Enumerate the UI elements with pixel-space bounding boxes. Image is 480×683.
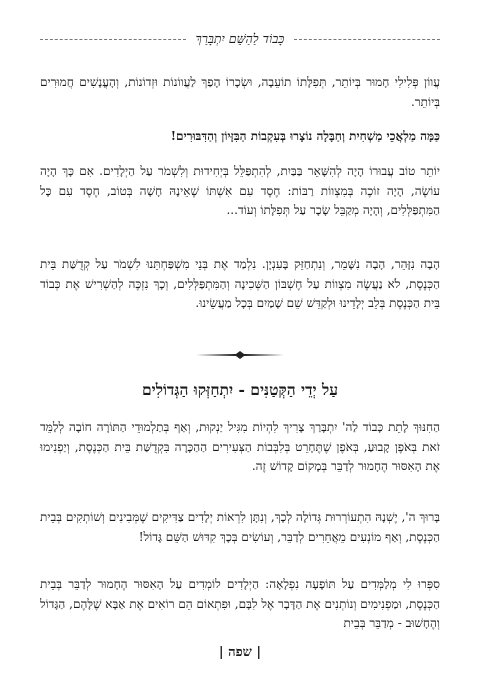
paragraph-block-1 xyxy=(40,73,440,112)
header-dashed-rule-left xyxy=(40,39,186,40)
section-paragraph-block-3 xyxy=(40,575,440,634)
page-number: | שפה | xyxy=(218,645,262,660)
paragraph-block-2 xyxy=(40,127,440,147)
header-dashed-rule-right xyxy=(294,39,440,40)
paragraph: עֲווֹן פְּלִילִי חָמוּר בְּיוֹתֵר, תְּפִלָּתוֹ תוֹעֵבָה, וּשְׂכָרוֹ הָפַךְ לַעֲווֹנוֹת וּזְדוֹנוֹת, וְהָעֳנָשִׁים חֲמוּרִים בְּיוֹתֵר. xyxy=(40,75,440,109)
paragraph: יוֹתֵר טוֹב עֲבוּרוֹ הָיָה לְהִשָּׁאֵר בַּבַּיִת, לְהִתְפַּלֵּל בְּיְחִידוּת וְלִשְׁמֹר עַל הַיְלָדִים. אִם כָּךְ הָיָה עוֹשֶׂה, הָיָה זוֹכֶה בְּמִצְווֹת רַבּוֹת: חֶסֶד עִם אִשְׁתּוֹ שֶׁאֵינָהּ חָשָׁה בְּטוֹב, חֶסֶד עִם כָּל הַמִּתְפַּלְּלִים, וְהָיָה מְקַבֵּל שָׂכָר עַל תְּפִלָּתוֹ וְעוֹד... xyxy=(40,164,440,218)
paragraph: הַחִנּוּךְ לָתֵת כָּבוֹד לַה' יִתְבָּרַךְ צָרִיךְ לִהְיוֹת מִגִּיל יַנְקוּת, וְאַף בְּתַלְמוּדֵי הַתּוֹרָה חוֹבָה לְלַמֵּד זֹאת בְּאֹפֶן קָבוּעַ, בְּאֹפֶן שֶׁתֶּחָרֵט בְּלִבְּבוֹת הַצְּעִירִים הַהַכָּרָה בִּקְדֻשַּׁת בֵּית הַכְּנֶסֶת, וְיַפְנִימוּ אֶת הָאִסּוּר הֶחָמוּר לְדַבֵּר בְּמָקוֹם קָדוֹשׁ זֶה. xyxy=(40,420,440,474)
paragraph: סִפְּרוּ לִי מְלַמְּדִים עַל תּוֹפָעָה נִפְלָאָה: הַיְלָדִים לוֹמְדִים עַל הָאִסּוּר הֶחָמוּר לְדַבֵּר בְּבֵית הַכְּנֶסֶת, וּמַפְנִימִים וְנוֹתְנִים אֶת הַדָּבָר אֶל לִבָּם, וּפִתְאוֹם הֵם רוֹאִים אֶת אַבָּא שֶׁלָּהֶם, הַגָּדוֹל וְהֶחָשׁוּב - מְדַבֵּר בְּבֵית xyxy=(40,577,440,631)
running-title: כָּבוֹד לַהַשֵּׁם יִתְבָּרַךְ xyxy=(195,31,285,46)
emphasis-paragraph: כַּמָּה מַלְאֲכֵי מַשְׁחִית וְחַבָּלָה נוֹצָרוּ בְּעִקְבוֹת הַבִּזָּיוֹן וְהַדִּבּוּרִים! xyxy=(170,129,440,143)
running-header xyxy=(40,31,440,47)
ornamental-divider xyxy=(196,351,284,359)
section-title: עַל יְדֵי הַקְּטַנִּים - יִתְחַזְּקוּ הַגְּדוֹלִים xyxy=(141,380,339,399)
paragraph: בָּרוּךְ ה', יֶשְׁנָהּ הִתְעוֹרְרוּת גְּדוֹלָה לְכָךְ, וְנִתָּן לִרְאוֹת יְלָדִים צַדִּיקִים שֶׁמְּבִינִים וְשׁוֹתְקִים בְּבֵית הַכְּנֶסֶת, וְאַף מוֹנְעִים מֵאֲחֵרִים לְדַבֵּר, וְעוֹשִׂים בְּכָךְ קִדּוּשׁ הַשֵּׁם גָּדוֹל! xyxy=(40,510,440,544)
paragraph-block-4 xyxy=(40,255,440,314)
paragraph: הָבָה נִזָּהֵר, הָבָה נִשָּׁמֵר, וְנִתְחַזֵּק בָּעִנְיָן. נִלְמַד אֶת בְּנֵי מִשְׁפַּחְתֵּנוּ לִשְׁמֹר עַל קְדֻשַּׁת בֵּית הַכְּנֶסֶת, לֹא נַעֲשֶׂה מִצְווֹת עַל חֶשְׁבּוֹן הַשְּׁכִינָה וְהַמִּתְפַּלְּלִים, וְכָךְ נִזְכֶּה לְהַשְׁרִישׁ אֶת כְּבוֹד בֵּית הַכְּנֶסֶת בְּלֵב יְלָדֵינוּ וּלְקַדֵּשׁ שֵׁם שָׁמַיִם בְּכָל מַעֲשֵׂינוּ. xyxy=(40,257,440,311)
section-paragraph-block-1 xyxy=(40,418,440,477)
paragraph-block-3 xyxy=(40,162,440,221)
section-paragraph-block-2 xyxy=(40,508,440,547)
